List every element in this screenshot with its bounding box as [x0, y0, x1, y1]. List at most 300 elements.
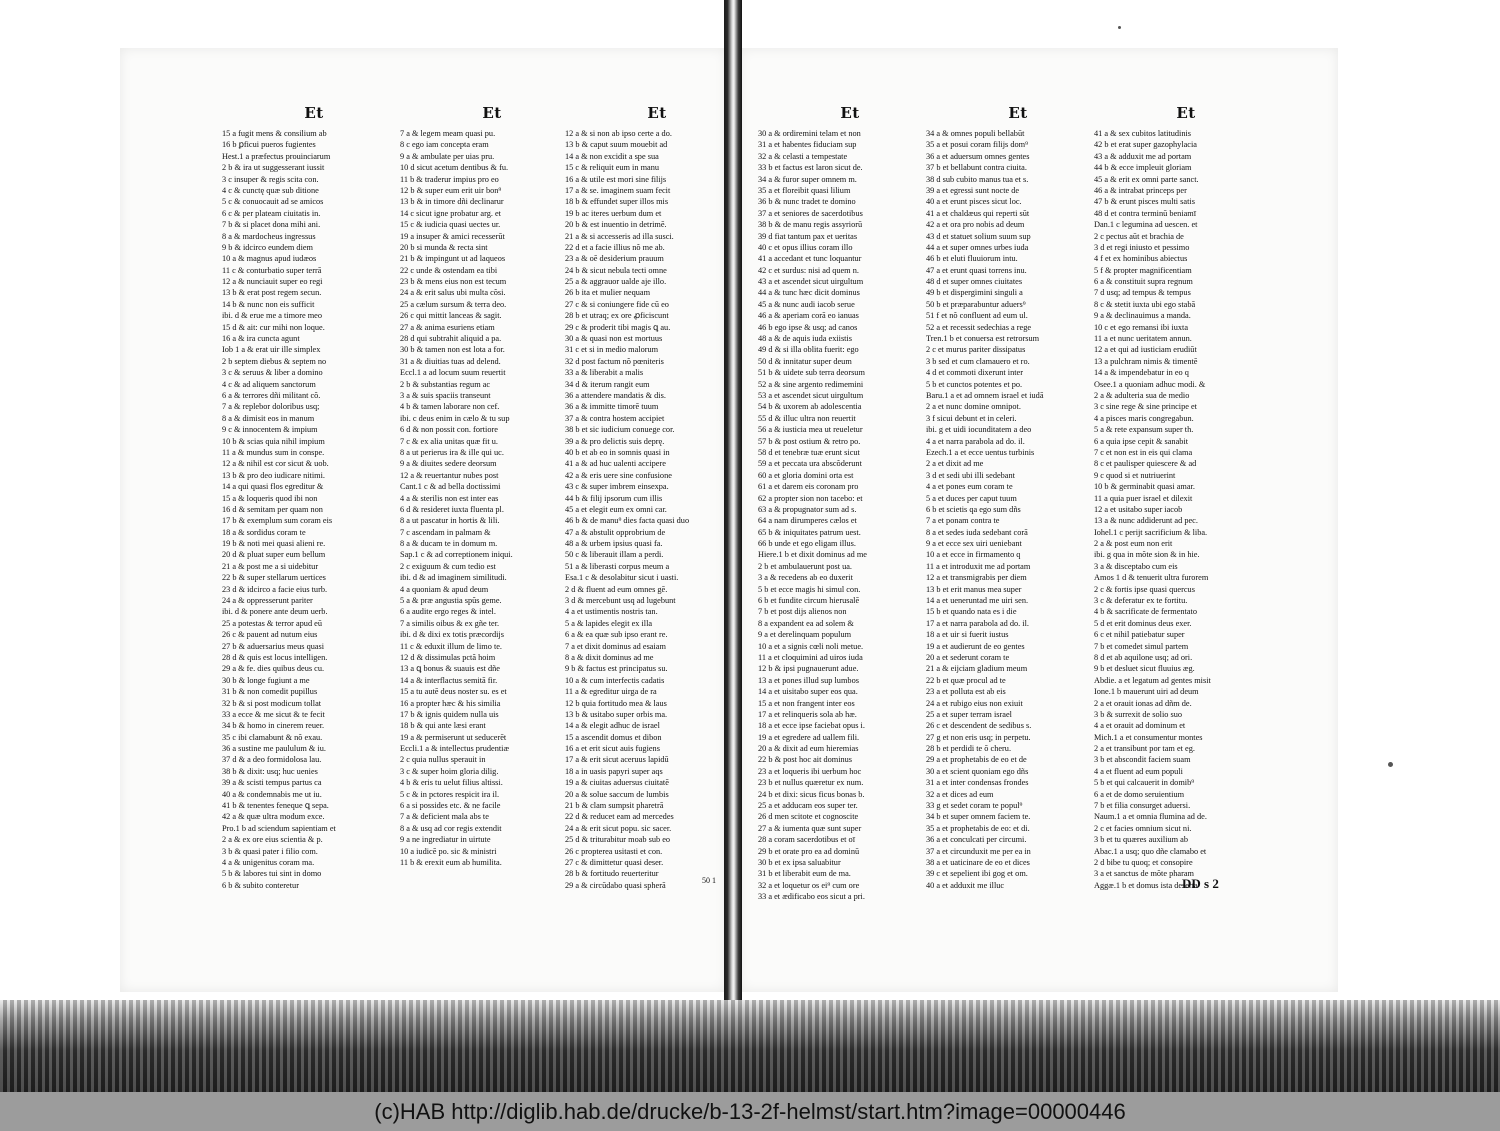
index-entry: 17 a & se. imaginem suam fecit	[565, 185, 671, 195]
index-entry: 38 b & dixit: usq; huc uenies	[222, 766, 318, 776]
index-entry: 21 b & impingunt ut ad laqueos	[400, 254, 506, 264]
index-entry: 2 c exiguum & cum tedio est	[400, 561, 496, 571]
index-entry: 50 c & liberauit illam a perdi.	[565, 550, 664, 560]
index-entry: Iohel.1 c perijt sacrificium & liba.	[1094, 527, 1208, 537]
index-entry: 7 a et ponam contra te	[926, 516, 1000, 526]
index-entry: 10 d sicut acetum dentibus & fu.	[400, 163, 509, 173]
index-entry: 8 c ego iam concepta eram	[400, 140, 489, 150]
index-entry: 2 c pectus aūt et brachia de	[1094, 231, 1184, 241]
index-entry: 2 b & ira ut suggesserant iussit	[222, 163, 325, 173]
index-entry: 6 b et fundite circum hierusalē	[758, 596, 860, 606]
index-entry: 4 a pisces maris congregabun.	[1094, 413, 1194, 423]
index-entry: 5 a & rete expansum super th.	[1094, 425, 1194, 435]
index-entry: Aggæ.1 b et domus ista deserta	[1094, 880, 1198, 890]
index-entry: 11 b & traderur impius pro eo	[400, 174, 499, 184]
index-entry: 2 a et transibunt por tam et eg.	[1094, 744, 1195, 754]
entry-list	[1094, 128, 1278, 891]
index-entry: 39 a & pro delictis suis deprę.	[565, 436, 665, 446]
index-entry: 31 c et si in medio malorum	[565, 345, 659, 355]
index-entry: 60 a et gloria domini orta est	[758, 470, 854, 480]
index-entry: 45 a et elegit eum ex omni car.	[565, 504, 667, 514]
index-entry: 18 a et ecce ipse faciebat opus i.	[758, 721, 865, 731]
index-entry: 19 b & noti mei quasi alieni re.	[222, 539, 326, 549]
index-entry: 39 d fiat tantum pax et ueritas	[758, 231, 858, 241]
index-entry: 30 a et scient quoniam ego dñs	[926, 766, 1029, 776]
index-entry: Dan.1 c legumina ad uescen. et	[1094, 220, 1198, 230]
index-entry: 43 d et statuet solium suum sup	[926, 231, 1031, 241]
index-entry: 15 a et non frangent inter eos	[758, 698, 855, 708]
index-entry: 36 a et conculcati per circumi.	[926, 835, 1027, 845]
index-entry: 18 a et uir si fuerit iustus	[926, 630, 1009, 640]
index-entry: 6 a quia ipse cepit & sanabit	[1094, 436, 1189, 446]
index-entry: 31 a et habentes fiduciam sup	[758, 140, 857, 150]
index-entry: 16 a propter hæc & his similia	[400, 698, 501, 708]
index-entry: 51 a & liberasti corpus meum a	[565, 561, 670, 571]
index-entry: 16 a & utile est mori sine filijs	[565, 174, 667, 184]
index-entry: 3 b et abscondit faciem suam	[1094, 755, 1191, 765]
index-entry: 7 c et non est in eis qui clama	[1094, 447, 1193, 457]
index-entry: Tren.1 b et conuersa est retrorsum	[926, 334, 1040, 344]
index-entry: Hiere.1 b et dixit dominus ad me	[758, 550, 867, 560]
index-entry: 64 a nam dirumperes cælos et	[758, 516, 857, 526]
index-entry: 63 a & propugnator sum ad s.	[758, 504, 857, 514]
index-entry: 4 a et pones eum coram te	[926, 482, 1013, 492]
index-entry: 20 b si munda & recta sint	[400, 242, 488, 252]
index-entry: 20 b & est inuentio in detrimē.	[565, 220, 667, 230]
index-entry: 40 a et erunt pisces sicut loc.	[926, 197, 1022, 207]
index-entry: 24 a et rubigo eius non exiuit	[926, 698, 1023, 708]
index-entry: 33 a et ædificabo eos sicut a pri.	[758, 892, 865, 902]
index-entry: 9 b & idcirco eundem diem	[222, 242, 314, 252]
index-entry: 40 c et opus illius coram illo	[758, 242, 853, 252]
index-entry: 2 c & fortis ipse quasi quercus	[1094, 584, 1195, 594]
index-entry: 46 b et eluti fluuiorum intu.	[926, 254, 1018, 264]
index-entry: 34 b et super omnem faciem te.	[926, 812, 1031, 822]
signature-mark: DD s 2	[1182, 876, 1219, 891]
index-entry: 19 a & permiserunt ut seducerēt	[400, 732, 507, 742]
index-entry: 6 a & constituit supra regnum	[1094, 277, 1193, 287]
index-entry: 3 a & disceptabo cum eis	[1094, 561, 1178, 571]
index-entry: Eccl.1 a ad locum suum reuertit	[400, 368, 506, 378]
index-entry: 23 a et polluta est ab eis	[926, 687, 1006, 697]
index-entry: 6 a et de domo seruientium	[1094, 789, 1185, 799]
index-entry: 6 a & ea quæ sub ipso erant re.	[565, 630, 668, 640]
index-entry: 28 d & quis est locus intelligen.	[222, 652, 328, 662]
index-entry: 17 a et narra parabola ad do. il.	[926, 618, 1029, 628]
index-entry: 13 b & erat post regem secun.	[222, 288, 322, 298]
index-entry: 42 a et ora pro nobis ad deum	[926, 220, 1025, 230]
index-entry: 14 a et ueneruntad me uiri sen.	[926, 596, 1029, 606]
index-entry: 12 a et usitabo super iacob	[1094, 504, 1183, 514]
index-entry: 11 b & erexit eum ab humilita.	[400, 858, 502, 867]
footer-credit: (c)HAB http://diglib.hab.de/drucke/b-13-2f-helmst/start.htm?image=00000446	[0, 1092, 1500, 1131]
index-entry: 28 a coram sacerdotibus et oī	[758, 835, 855, 845]
index-entry: 4 f et ex hominibus abiectus	[1094, 254, 1188, 264]
index-entry: 11 c & eduxit illum de limo te.	[400, 641, 503, 651]
index-entry: 25 a et super terram israel	[926, 709, 1012, 719]
index-entry: 4 c & ad aliquem sanctorum	[222, 379, 316, 389]
index-entry: 18 a in uasis papyri super aqs	[565, 766, 663, 776]
index-entry: 10 a & cum interfectis cadatis	[565, 675, 665, 685]
index-entry: 18 b & qui ante læsi erant	[400, 721, 486, 731]
index-entry: 14 a et uisitabo super eos qua.	[758, 687, 858, 697]
index-entry: 11 a et introduxit me ad portam	[926, 561, 1031, 571]
index-entry: 32 a & celasti a tempestate	[758, 151, 848, 161]
index-entry: 36 a attendere mandatis & dis.	[565, 390, 666, 400]
index-entry: ibi. d & ponere ante deum uerb.	[222, 607, 328, 617]
index-entry: 9 a ne ingrediatur in uirtute	[400, 835, 491, 845]
index-entry: 2 a et orauit ionas ad dñm de.	[1094, 698, 1192, 708]
index-entry: 18 b & effundet super illos mis	[565, 197, 669, 207]
index-entry: 38 a et uaticinare de eo et dices	[926, 858, 1030, 867]
index-entry: 8 a & dimisit eos in manum	[222, 413, 315, 423]
index-entry: 32 b & si post modicum tollat	[222, 698, 322, 708]
entry-list	[926, 128, 1110, 891]
index-entry: 44 b & ecce impleuit gloriam	[1094, 163, 1192, 173]
index-entry: 15 b et quando nata es i die	[926, 607, 1017, 617]
index-entry: 58 d et tenebræ tuæ erunt sicut	[758, 447, 860, 457]
index-entry: 29 c & proderit tibi magis ꝗ au.	[565, 322, 671, 332]
index-entry: 27 c & dimittetur quasi deser.	[565, 858, 664, 867]
index-entry: 24 a & oppresserunt pariter	[222, 596, 313, 606]
index-entry: 27 g et non eris usq; in perpetu.	[926, 732, 1031, 742]
index-entry: 6 b & subito conteretur	[222, 880, 299, 890]
index-entry: 19 a & ciuitas aduersus ciuitatē	[565, 778, 669, 788]
index-entry: 6 c et nihil patiebatur super	[1094, 630, 1185, 640]
index-entry: 21 b & clam sumpsit pharetrā	[565, 801, 664, 811]
index-entry: 29 a & circūdabo quasi spherā	[565, 880, 666, 890]
index-entry: 48 d et contra terminū beniamī	[1094, 208, 1197, 218]
index-entry: 7 c ascendam in palmam &	[400, 527, 491, 537]
index-entry: 5 b & labores tui sint in domo	[222, 869, 322, 879]
index-entry: ibi. d & dixi ex totis præcordijs	[400, 630, 504, 640]
column-heading: Et	[1008, 104, 1028, 122]
index-entry: 24 a & erit sicut popu. sic sacer.	[565, 823, 672, 833]
index-entry: 34 b & homo in cinerem reuer.	[222, 721, 325, 731]
entry-list	[222, 128, 406, 891]
index-entry: 24 a & erit salus ubi multa cõsi.	[400, 288, 506, 298]
index-entry: 11 a & egreditur uirga de ra	[565, 687, 657, 697]
index-entry: 3 b & quasi pater i filio com.	[222, 846, 318, 856]
index-entry: 41 a accedant et tunc loquantur	[758, 254, 862, 264]
index-entry: 35 a et prophetabis de eo: et di.	[926, 823, 1030, 833]
index-entry: 47 a & abstulit opprobrium de	[565, 527, 666, 537]
index-entry: 39 a & scisti tempus partus ca	[222, 778, 322, 788]
index-entry: 16 d & semitam per quam non	[222, 504, 323, 514]
index-entry: 7 d usq; ad tempus & tempus	[1094, 288, 1191, 298]
index-entry: 17 a & erit sicut aceruus lapidū	[565, 755, 669, 765]
index-entry: 6 b et scietis qa ego sum dñs	[926, 504, 1021, 514]
index-entry: 36 b & nunc tradet te domino	[758, 197, 856, 207]
column-heading: Et	[1176, 104, 1196, 122]
index-entry: 11 a et cloquimini ad uiros iuda	[758, 652, 863, 662]
index-entry: Ezech.1 a et ecce uentus turbinis	[926, 447, 1035, 457]
index-entry: 36 a et aduersum omnes gentes	[926, 151, 1030, 161]
index-entry: 12 b & ipsi pugnauerunt adue.	[758, 664, 859, 674]
index-entry: 15 c & iudicia quasi uectes ur.	[400, 220, 501, 230]
index-entry: 4 a et fluent ad eum populi	[1094, 766, 1183, 776]
index-entry: 25 d & triturabitur moab sub eo	[565, 835, 671, 845]
index-entry: Pro.1 b ad sciendum sapientiam et	[222, 823, 336, 833]
index-entry: 12 b quia fortitudo mea & laus	[565, 698, 667, 708]
index-entry: 5 a & præ angustia spũs geme.	[400, 596, 502, 606]
index-entry: 2 d bibe tu quoq; et consopire	[1094, 858, 1193, 867]
index-entry: 28 b et perdidi te ō cheru.	[926, 744, 1012, 754]
index-entry: 65 b & iniquitates patrum uest.	[758, 527, 861, 537]
index-entry: 32 a et dices ad eum	[926, 789, 994, 799]
index-entry: 11 a quia puer israel et dilexit	[1094, 493, 1193, 503]
index-entry: 3 b et tu quæres auxilium ab	[1094, 835, 1189, 845]
index-entry: 13 a ꝗ bonus & suauis est dñe	[400, 664, 500, 674]
index-entry: 2 c et murus pariter dissipatus	[926, 345, 1026, 355]
index-entry: 3 a & recedens ab eo duxerit	[758, 573, 853, 583]
index-entry: 5 f & propter magnificentiam	[1094, 265, 1192, 275]
index-entry: 35 c ibi clamabunt & nõ exau.	[222, 732, 323, 742]
index-entry: 17 a et relinqueris sola ab hæ.	[758, 709, 857, 719]
index-entry: 8 a ut perierus ira & ille qui uc.	[400, 447, 504, 457]
index-entry: 2 c et facies omnium sicut ni.	[1094, 823, 1192, 833]
column-heading: Et	[647, 104, 667, 122]
index-entry: 8 a expandent ea ad solem &	[758, 618, 854, 628]
index-entry: 16 a et erit sicut auis fugiens	[565, 744, 660, 754]
index-entry: Abac.1 a usq; quo dñe clamabo et	[1094, 846, 1207, 856]
index-entry: 12 d & dissimulas pctã hoim	[400, 652, 496, 662]
index-entry: Naum.1 a et omnia flumina ad de.	[1094, 812, 1207, 822]
scan-speck	[1118, 26, 1121, 29]
index-entry: 36 a sustine me paululum & iu.	[222, 744, 326, 754]
index-entry: 46 a & aperiam corā eo ianuas	[758, 311, 859, 321]
index-entry: 33 g et sedet coram te popul⁹	[926, 801, 1023, 811]
index-entry: 4 d et commoti dixerunt inter	[926, 368, 1024, 378]
index-entry: 41 a & ad huc ualenti accipere	[565, 459, 666, 469]
index-entry: 49 d & si illa oblita fuerit: ego	[758, 345, 859, 355]
index-entry: 13 a & nunc addiderunt ad pec.	[1094, 516, 1198, 526]
index-entry: 34 d & iterum rangit eum	[565, 379, 650, 389]
index-entry: ibi. g et uidi iocunditatem a deo	[926, 425, 1032, 435]
index-entry: 15 c & reliquit eum in manu	[565, 163, 660, 173]
index-entry: 19 b ac iteres uerbum dum et	[565, 208, 662, 218]
index-entry: 14 a & non excidit a spe sua	[565, 151, 659, 161]
index-entry: Sap.1 c & ad correptionem iniqui.	[400, 550, 513, 560]
index-entry: 50 b et præparabuntur aduers⁹	[926, 299, 1026, 309]
index-entry: 5 c & in pctores respicit ira il.	[400, 789, 500, 799]
index-entry: 53 a et ascendet sicut uirgultum	[758, 390, 864, 400]
index-entry: 66 b unde et ego eligam illus.	[758, 539, 856, 549]
index-entry: 4 a et narra parabola ad do. il.	[926, 436, 1025, 446]
index-entry: 15 a fugit mens & consilium ab	[222, 129, 327, 138]
index-entry: 51 f et nõ confluent ad eum ul.	[926, 311, 1028, 321]
index-entry: 10 a & magnus apud iudæos	[222, 254, 317, 264]
index-entry: 9 a et derelinquam populum	[758, 630, 852, 640]
index-entry: 3 c & seruus & liber a domino	[222, 368, 323, 378]
index-entry: 48 a & urbem ipsius quasi fa.	[565, 539, 663, 549]
index-entry: 8 a & mardocheus ingressus	[222, 231, 316, 241]
index-entry: 21 a & post me a si uidebitur	[222, 561, 319, 571]
index-entry: 22 d et a facie illius nõ me ab.	[565, 242, 665, 252]
index-entry: 48 a & de aquis iuda exiistis	[758, 334, 853, 344]
index-entry: 56 a & iusticia mea ut reueletur	[758, 425, 863, 435]
index-entry: 34 a & furor super omnem m.	[758, 174, 857, 184]
index-entry: 13 b & pro deo iudicare nitimi.	[222, 470, 325, 480]
index-entry: 19 a et audierunt de eo gentes	[926, 641, 1025, 651]
index-entry: 41 a & sex cubitos latitudinis	[1094, 129, 1192, 138]
index-entry: 7 a similis oibus & ex gñe ter.	[400, 618, 500, 628]
index-entry: 51 b & uidete sub terra deorsum	[758, 368, 865, 378]
index-entry: 27 a & iumenta quæ sunt super	[758, 823, 862, 833]
index-column-6	[1094, 104, 1278, 891]
index-entry: 26 b ita et mulier nequam	[565, 288, 651, 298]
index-entry: 36 a & immitte timorē tuum	[565, 402, 659, 412]
index-entry: 12 a & si non ab ipso certe a do.	[565, 129, 672, 138]
index-entry: 3 c & super hoim gloria dilig.	[400, 766, 499, 776]
index-entry: 28 d qui subtrahit aliquid a pa.	[400, 334, 502, 344]
index-entry: 26 c propterea usitasti et con.	[565, 846, 663, 856]
index-entry: 15 a ascendit domus et dibon	[565, 732, 662, 742]
index-entry: 16 a & ira cuncta agunt	[222, 334, 300, 344]
index-entry: 21 a & si accesseris ad illa susci.	[565, 231, 674, 241]
index-entry: 12 a et transmigrabis per diem	[926, 573, 1027, 583]
index-entry: 8 a et sedes iuda sedebant corā	[926, 527, 1028, 537]
entry-list	[400, 128, 584, 868]
index-entry: 12 a et qui ad iusticiam erudiūt	[1094, 345, 1197, 355]
index-column-1	[222, 104, 406, 891]
entry-list	[758, 128, 942, 903]
index-entry: 7 c & ex alia unitas quæ fit u.	[400, 436, 498, 446]
index-entry: 29 b et orate pro ea ad dominū	[758, 846, 860, 856]
index-entry: 30 b & longe fugiunt a me	[222, 675, 310, 685]
index-entry: 11 a & mundus sum in conspe.	[222, 447, 325, 457]
index-entry: 12 a & nunciauit super eo regi	[222, 277, 323, 287]
index-entry: 13 b & in timore dñi declinarur	[400, 197, 504, 207]
index-entry: 22 d & reducet eam ad mercedes	[565, 812, 674, 822]
index-entry: 42 c et surdus: nisi ad quem n.	[758, 265, 859, 275]
index-entry: 48 d et super omnes ciuitates	[926, 277, 1023, 287]
index-entry: 5 b et qui calcauerit in domib⁹	[1094, 778, 1195, 788]
index-entry: 54 b & uxorem ab adolescentia	[758, 402, 862, 412]
index-entry: 23 a & oē desiderium prauum	[565, 254, 664, 264]
index-entry: 17 b & exemplum sum coram eis	[222, 516, 333, 526]
index-entry: 61 a et darem eis coronam pro	[758, 482, 859, 492]
index-entry: 28 b & fortitudo reuerteritur	[565, 869, 659, 879]
index-entry: 9 b & factus est principatus su.	[565, 664, 668, 674]
index-entry: 9 a & diuites sedere deorsum	[400, 459, 497, 469]
index-entry: 37 a et seniores de sacerdotibus	[758, 208, 863, 218]
index-entry: 14 a & interflactus semitā fir.	[400, 675, 498, 685]
index-entry: 21 a & eijciam gladium meum	[926, 664, 1028, 674]
index-entry: 4 c & cunctę quæ sub ditione	[222, 185, 319, 195]
index-entry: 40 a et adduxit me illuc	[926, 880, 1005, 890]
index-entry: ibi. g qua in mõte sion & in hie.	[1094, 550, 1200, 560]
column-heading: Et	[840, 104, 860, 122]
index-entry: 55 d & illuc ultra non reuertit	[758, 413, 856, 423]
index-entry: 37 d & a deo formidolosa lau.	[222, 755, 322, 765]
index-entry: 6 d & resideret iuxta fluenta pl.	[400, 504, 504, 514]
index-entry: 2 b et ambulauerunt post ua.	[758, 561, 853, 571]
index-entry: 11 a et nunc ueritatem annun.	[1094, 334, 1192, 344]
index-entry: 4 b & tamen laborare non cef.	[400, 402, 500, 412]
index-entry: 4 a quoniam & apud deum	[400, 584, 489, 594]
index-entry: 42 b et erat super gazophylacia	[1094, 140, 1197, 150]
index-entry: ibi. c deus enim in cælo & tu sup	[400, 413, 510, 423]
index-entry: ibi. d & erue me a timore meo	[222, 311, 322, 321]
index-entry: 4 b & eris tu uelut filius altissi.	[400, 778, 503, 788]
index-entry: Iob 1 a & erat uir ille simplex	[222, 345, 321, 355]
index-entry: Amos 1 d & tenuerit ultra furorem	[1094, 573, 1209, 583]
index-entry: 42 a & eris uere sine confusione	[565, 470, 672, 480]
index-entry: 32 d post factum nõ pœniteris	[565, 356, 664, 366]
index-entry: 30 a & ordiremini telam et non	[758, 129, 861, 138]
index-entry: 27 a & anima esuriens etiam	[400, 322, 495, 332]
index-entry: 15 a & loqueris quod ibi non	[222, 493, 318, 503]
index-entry: 22 b et quæ procul ad te	[926, 675, 1006, 685]
index-entry: Mich.1 a et consumentur montes	[1094, 732, 1203, 742]
index-entry: 23 b & mens eius non est tecum	[400, 277, 507, 287]
index-entry: 18 a & sordidus coram te	[222, 527, 306, 537]
index-entry: 7 a et dixit dominus ad esaiam	[565, 641, 666, 651]
index-entry: 4 a et orauit ad dominum et	[1094, 721, 1186, 731]
index-entry: 38 b et sic iudicium conuege cor.	[565, 425, 675, 435]
index-entry: 3 b & surrexit de solio suo	[1094, 709, 1183, 719]
index-entry: 3 d & mercebunt usq ad lugebunt	[565, 596, 676, 606]
index-entry: 44 b & filij ipsorum cum illis	[565, 493, 663, 503]
index-entry: 9 c & innocentem & impium	[222, 425, 318, 435]
index-entry: 5 a et duces per caput tuum	[926, 493, 1017, 503]
scanner-bed-strip	[0, 1000, 1500, 1092]
index-entry: 8 a ut pascatur in hortis & lili.	[400, 516, 500, 526]
index-entry: 33 a & liberabit a malis	[565, 368, 644, 378]
index-entry: Esa.1 c & desolabitur sicut i uasti.	[565, 573, 679, 583]
index-entry: 30 a & quasi non est mortuus	[565, 334, 663, 344]
index-entry: 27 b & aduersarius meus quasi	[222, 641, 325, 651]
index-entry: 2 a & adulteria sua de medio	[1094, 390, 1190, 400]
index-entry: 59 a et peccata ura abscõderunt	[758, 459, 862, 469]
index-entry: 26 d men scitote et cognoscite	[758, 812, 859, 822]
index-entry: 46 b ego ipse & usq; ad canos	[758, 322, 858, 332]
index-entry: 13 a pulchram nimis & timentē	[1094, 356, 1198, 366]
index-entry: 7 b & si placet dona mihi ani.	[222, 220, 321, 230]
index-entry: 10 a iudicē po. sic & ministri	[400, 846, 497, 856]
index-entry: 31 a et inter condensas frondes	[926, 778, 1029, 788]
index-entry: 35 a et posui coram filijs dom⁹	[926, 140, 1028, 150]
index-entry: 38 d sub cubito manus tua et s.	[926, 174, 1029, 184]
index-entry: 43 a & adduxit me ad portam	[1094, 151, 1192, 161]
index-entry: 44 a et super omnes urbes iuda	[926, 242, 1029, 252]
index-entry: Abdie. a et legatum ad gentes misit	[1094, 675, 1211, 685]
index-entry: 2 d & fluent ad eum omnes gē.	[565, 584, 668, 594]
index-entry: 26 c et descendent de sedibus s.	[926, 721, 1032, 731]
index-entry: 3 b sed et cum clamauero et ro.	[926, 356, 1030, 366]
index-entry: 7 a & legem meam quasi pu.	[400, 129, 496, 138]
index-entry: 23 a et loqueris ibi uerbum hoc	[758, 766, 862, 776]
index-entry: 40 a & condemnabis me ut iu.	[222, 789, 322, 799]
index-entry: 41 a et chaldæus qui reperti sūt	[926, 208, 1030, 218]
index-entry: 10 b & germinabit quasi amar.	[1094, 482, 1195, 492]
index-column-4	[758, 104, 942, 903]
index-entry: 2 c quia nullus sperauit in	[400, 755, 486, 765]
index-entry: 26 c qui mittit lanceas & sagit.	[400, 311, 502, 321]
index-entry: 20 a et sederunt coram te	[926, 652, 1010, 662]
index-entry: 22 b & post hoc ait dominus	[758, 755, 853, 765]
page-number-mark: 50 1	[702, 876, 716, 885]
index-entry: 2 a & post eum non erit	[1094, 539, 1173, 549]
index-entry: 5 d et erit dominus deus exer.	[1094, 618, 1192, 628]
index-entry: 9 a et ecce sex uiri ueniebant	[926, 539, 1022, 549]
index-entry: 37 a & contra hostem accipiet	[565, 413, 665, 423]
index-entry: 4 a & sterilis non est inter eas	[400, 493, 499, 503]
index-entry: 35 a et floreibit quasi lilium	[758, 185, 851, 195]
index-entry: 44 a & tunc hæc dicit dominus	[758, 288, 860, 298]
index-entry: 14 a & impendebatur in eo q	[1094, 368, 1189, 378]
